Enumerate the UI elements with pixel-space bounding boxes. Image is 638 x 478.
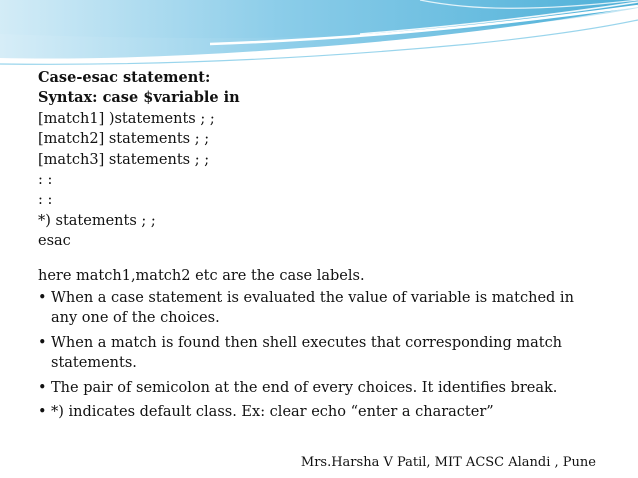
slide-body bbox=[38, 68, 598, 427]
bullet-text: When a match is found then shell executes that corresponding match statements. bbox=[51, 334, 563, 372]
bullet-icon: • bbox=[38, 290, 47, 307]
decorative-wave-banner bbox=[0, 0, 638, 70]
bullet-text: The pair of semicolon at the end of every choices. It identifies break. bbox=[51, 379, 558, 396]
bullet-text: When a case statement is evaluated the value of variable is matched in any one of the choices. bbox=[51, 290, 574, 327]
code-line-match3: [match3] statements ; ; bbox=[38, 151, 210, 168]
wave-band-blue bbox=[0, 0, 638, 59]
note-case-labels: here match1,match2 etc are the case labels. bbox=[38, 267, 365, 284]
syntax-line: Syntax: case $variable in bbox=[38, 89, 240, 107]
bullet-icon: • bbox=[38, 334, 47, 351]
bullet-icon: • bbox=[38, 404, 47, 421]
bullet-icon: • bbox=[38, 379, 47, 396]
heading-case-esac: Case-esac statement: bbox=[38, 69, 211, 86]
bullet-item bbox=[38, 378, 598, 398]
bullet-item bbox=[38, 288, 598, 329]
bullet-item bbox=[38, 333, 598, 374]
code-line-ellipsis-1: : : bbox=[38, 172, 53, 189]
code-line-esac: esac bbox=[38, 233, 71, 250]
code-line-match1: [match1] )statements ; ; bbox=[38, 110, 215, 127]
spacer bbox=[38, 252, 598, 266]
footer-author: Mrs.Harsha V Patil, MIT ACSC Alandi , Pune bbox=[300, 455, 596, 470]
code-line-ellipsis-2: : : bbox=[38, 192, 53, 209]
bullet-item bbox=[38, 402, 598, 422]
code-line-default: *) statements ; ; bbox=[38, 212, 156, 229]
bullet-text: *) indicates default class. Ex: clear echo “enter a character” bbox=[51, 404, 494, 421]
code-line-match2: [match2] statements ; ; bbox=[38, 131, 210, 148]
